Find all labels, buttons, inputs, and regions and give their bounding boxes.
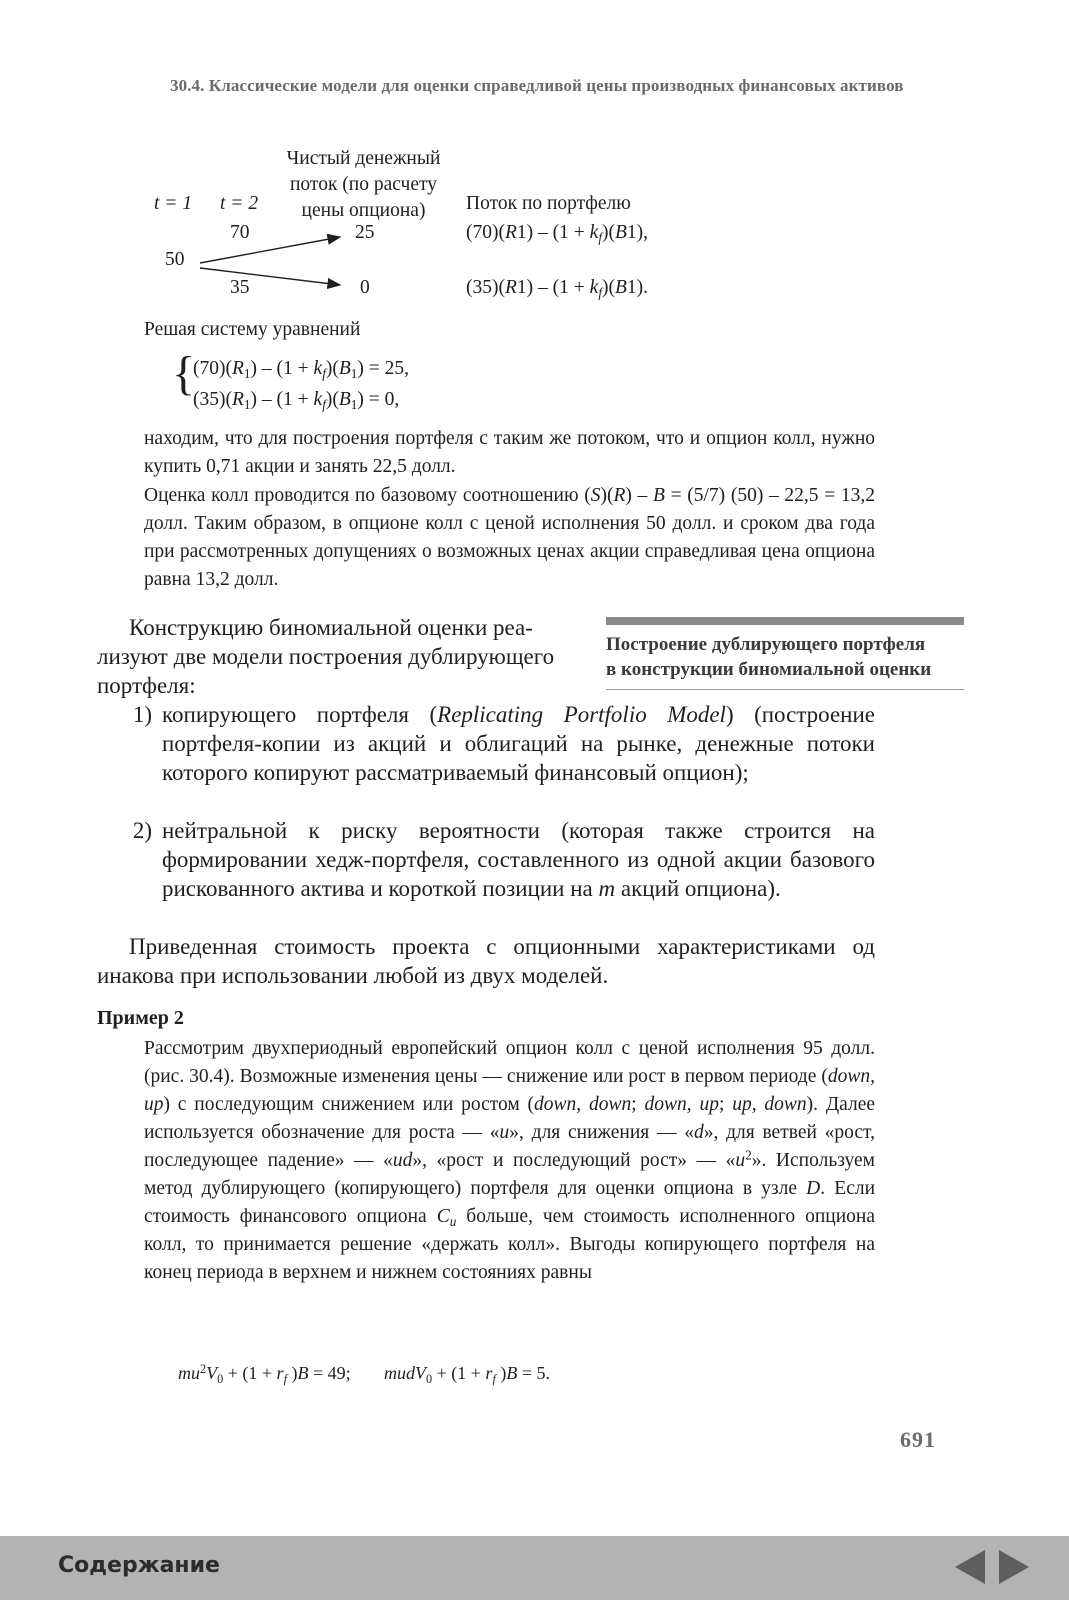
conclusion-paragraph: Приведенная стоимость проекта с опционными характеристиками од инакова при использовании любой из двух моделей. xyxy=(97,934,875,988)
sidebar-title-line: Построение дублирующего портфеля xyxy=(606,634,926,655)
t2-label: t = 2 xyxy=(220,193,259,214)
tree-arrows xyxy=(190,225,350,295)
down-payoff: 0 xyxy=(360,277,370,298)
example-2-paragraph: Рассмотрим двухпериодный европейский опцион колл с ценой исполнения 95 долл. (рис. 30.4). Возможные изменения цены — снижение или рост в первом периоде (down, up) с последующим снижением или ростом (down, down; down, up; up, down). Далее используется обозначение для роста — «u», для снижения — «d», для ветвей «рост, последующее падение» — «ud», «рост и последующий рост» — «$u^2$». Используем метод дублирующего (копирующего) портфеля для оценки опциона в узле D. Если стоимость финансового опциона $C_u$ больше, чем стоимость исполненного опциона колл, то принимается решение «держать колл». Выгоды копирующего портфеля на конец периода в верхнем и нижнем состояниях равны xyxy=(144,1038,876,1283)
up-payoff: 25 xyxy=(355,222,375,243)
net-flow-header-line: цены опциона) xyxy=(301,200,426,221)
intro-line: Конструкцию биномиальной оценки реа- xyxy=(129,615,533,640)
list-item-replicating: копирующего портфеля (Replicating Portfolio Model) (построение портфеля-копии из акций и облигаций на рынке, денежные потоки которого копируют рассматриваемый финансовый опцион); xyxy=(162,702,875,785)
down-price: 35 xyxy=(230,277,250,298)
net-flow-header-line: поток (по расчету xyxy=(290,174,437,195)
net-flow-column-header xyxy=(276,146,451,224)
solve-intro: Решая систему уравнений xyxy=(144,319,361,340)
intro-paragraph xyxy=(97,613,587,700)
equation-2: $(35)(R_1) - (1 + k_f)(B_1) = 0$, xyxy=(193,389,400,413)
intro-line: портфеля: xyxy=(97,673,196,698)
sidebar-bottom-rule xyxy=(606,689,964,690)
list-item-risk-neutral: нейтральной к риску вероятности (которая также строится на формировании хедж-портфеля, составленного из одной акции базового рискованного актива и короткой позиции на m акций опциона). xyxy=(162,818,875,901)
up-arrow xyxy=(200,237,340,263)
t1-label: t = 1 xyxy=(154,193,193,214)
list-number-2: 2) xyxy=(132,818,152,843)
sidebar-top-rule xyxy=(606,617,964,625)
example-2-heading: Пример 2 xyxy=(97,1007,184,1029)
left-brace: { xyxy=(172,347,196,400)
list-number-1: 1) xyxy=(132,702,152,727)
sidebar-note-title xyxy=(606,632,966,682)
portfolio-flow-header: Поток по портфелю xyxy=(466,193,631,214)
previous-page-icon[interactable] xyxy=(955,1550,985,1584)
running-header: 30.4. Классические модели для оценки справедливой цены производных финансовых активов xyxy=(170,76,904,95)
equation-1: $(70)(R_1) - (1 + k_f)(B_1) = 25$, xyxy=(193,358,410,382)
intro-line: лизуют две модели построения дублирующего xyxy=(97,644,555,669)
sidebar-title-line: в конструкции биномиальной оценки xyxy=(606,659,932,680)
net-flow-header-line: Чистый денежный xyxy=(286,148,441,169)
down-arrow xyxy=(200,268,340,285)
evaluation-paragraph: Оценка колл проводится по базовому соотношению (S)(R) – B = (5/7) (50) – 22,5 = 13,2 долл. Таким образом, в опционе колл с ценой исполнения 50 долл. и сроком два года при рассмотренных допущениях о возможных ценах акции справедливая цена опциона равна 13,2 долл. xyxy=(144,485,876,590)
formula-upper-state: $mu^2V_0 + (1 + r_f$ )B = 49; xyxy=(178,1361,351,1386)
next-page-icon[interactable] xyxy=(999,1550,1029,1584)
down-portfolio-flow: $(35)(R1) - (1 + k_f)(B1)$. xyxy=(466,277,649,301)
result-paragraph: находим, что для построения портфеля с таким же потоком, что и опцион колл, нужно купить 0,71 акции и занять 22,5 долл. xyxy=(144,428,875,477)
root-price: 50 xyxy=(165,249,185,270)
formula-lower-state: mudV$_0$ + ($1 + r_f$ )B = 5. xyxy=(384,1363,550,1386)
page-number: 691 xyxy=(900,1427,936,1452)
up-price: 70 xyxy=(230,222,250,243)
contents-link[interactable]: Содержание xyxy=(58,1553,220,1578)
up-portfolio-flow: $(70)(R1) - (1 + k_f)(B1)$, xyxy=(466,222,649,246)
